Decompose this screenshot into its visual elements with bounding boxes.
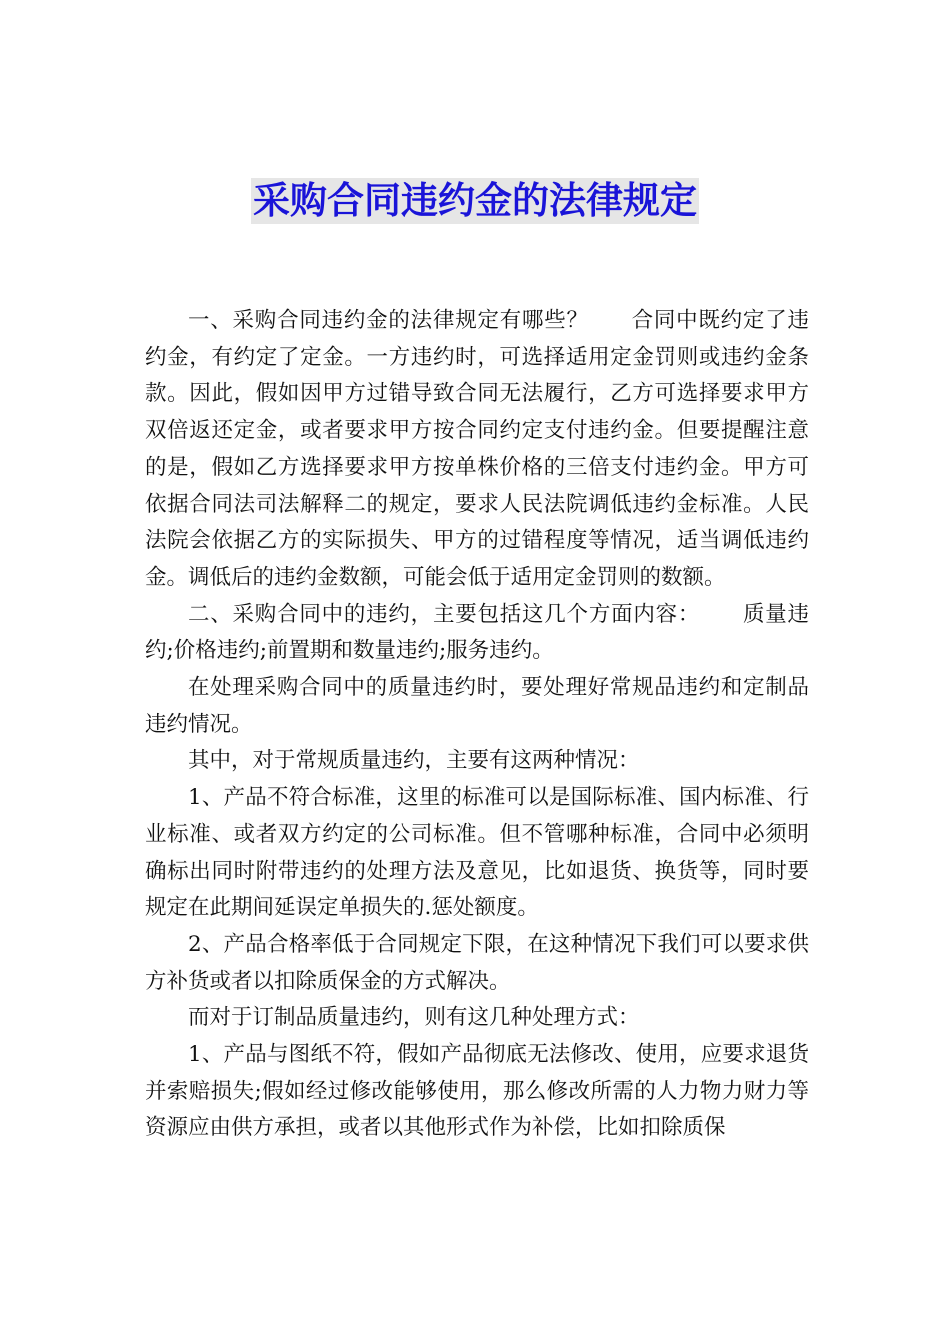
document-title: 采购合同违约金的法律规定 [253,179,697,222]
paragraph-text: 而对于订制品质量违约，则有这几种处理方式： [188,1005,640,1031]
paragraph-3 [145,670,809,743]
paragraph-text: 2、产品合格率低于合同规定下限，在这种情况下我们可以要求供方补货或者以扣除质保金的方式解决。 [145,931,809,994]
paragraph-7 [145,1000,809,1037]
paragraph-8 [145,1037,809,1147]
paragraph-text: 质量违约;价格违约;前置期和数量违约;服务违约。 [145,601,809,664]
paragraph-lead: 一、采购合同违约金的法律规定有哪些？ [188,308,589,333]
paragraph-text: 其中，对于常规质量违约，主要有这两种情况： [188,748,640,774]
paragraph-6 [145,927,809,1000]
paragraph-5 [145,780,809,927]
paragraph-1 [145,303,809,597]
paragraph-lead: 二、采购合同中的违约，主要包括这几个方面内容： [188,601,701,627]
title-wrapper [0,178,950,224]
paragraph-4 [145,743,809,780]
paragraph-text: 1、产品与图纸不符，假如产品彻底无法修改、使用，应要求退货并索赔损失;假如经过修改能够使用，那么修改所需的人力物力财力等资源应由供方承担，或者以其他形式作为补偿，比如扣除质保 [145,1042,809,1141]
paragraph-text: 在处理采购合同中的质量违约时，要处理好常规品违约和定制品违约情况。 [145,675,809,737]
paragraph-text: 合同中既约定了违约金，有约定了定金。一方违约时，可选择适用定金罚则或违约金条款。因此，假如因甲方过错导致合同无法履行，乙方可选择要求甲方双倍返还定金，或者要求甲方按合同约定支付违约金。但要提醒注意的是，假如乙方选择要求甲方按单株价格的三倍支付违约金。甲方可依据合同法司法解释二的规定，要求人民法院调低违约金标准。人民法院会依据乙方的实际损失、甲方的过错程度等情况，适当调低违约金。调低后的违约金数额，可能会低于适用定金罚则的数额。 [145,308,809,590]
document-body [145,303,809,1147]
paragraph-text: 1、产品不符合标准，这里的标准可以是国际标准、国内标准、行业标准、或者双方约定的公司标准。但不管哪种标准，合同中必须明确标出同时附带违约的处理方法及意见，比如退货、换货等，同时要规定在此期间延误定单损失的.惩处额度。 [145,785,809,921]
paragraph-2 [145,597,809,670]
